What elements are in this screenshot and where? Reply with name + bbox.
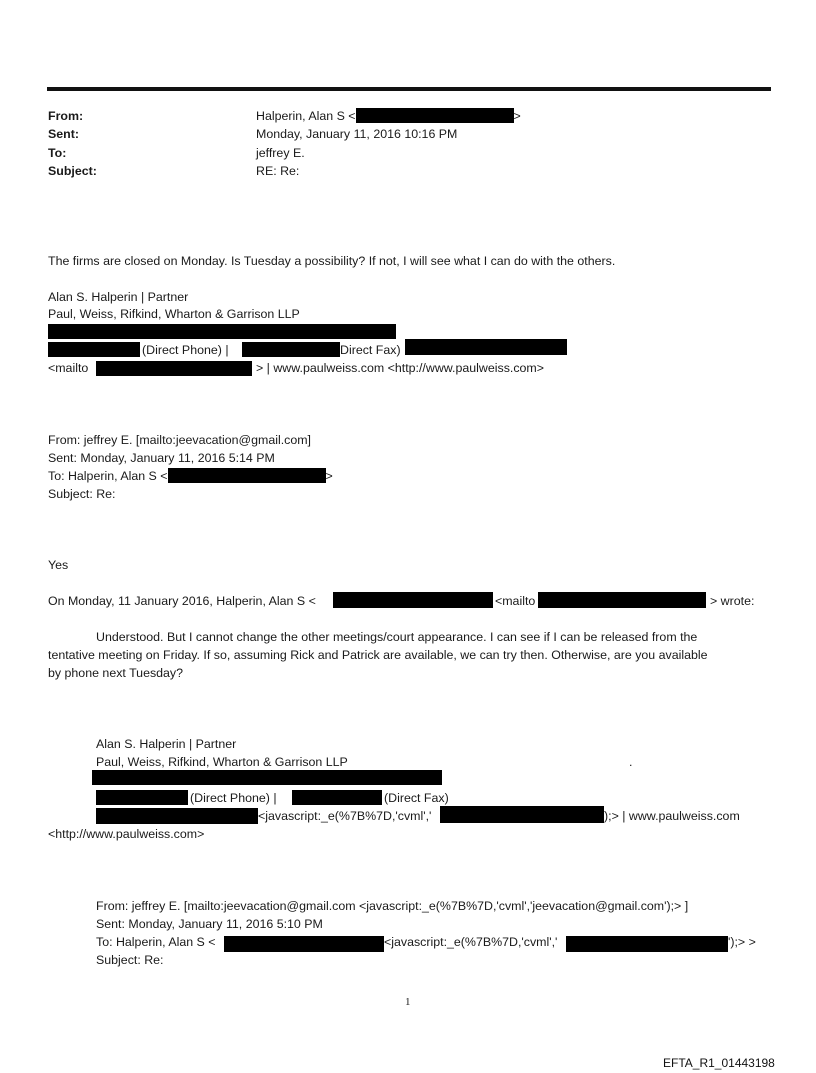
quoted2-sent: Sent: Monday, January 11, 2016 5:10 PM	[96, 917, 323, 931]
quoted-to	[48, 468, 333, 484]
redaction-box	[96, 790, 188, 805]
from-name: Halperin, Alan S <	[256, 109, 356, 123]
reply-mailto: <mailto	[495, 594, 536, 608]
quoted-to-tail: >	[325, 469, 333, 483]
signature2-http: <http://www.paulweiss.com>	[48, 827, 205, 841]
redaction-box	[333, 592, 493, 608]
reply-para-line2: tentative meeting on Friday. If so, assuming Rick and Patrick are available, we can try then. Otherwise, are you available	[48, 648, 708, 662]
signature-firm: Paul, Weiss, Rifkind, Wharton & Garrison LLP	[48, 307, 300, 321]
from-value	[256, 108, 521, 124]
subject-label: Subject:	[48, 164, 97, 178]
sent-label: Sent:	[48, 127, 79, 141]
redaction-box	[96, 361, 252, 376]
signature2-direct-phone: (Direct Phone) |	[190, 791, 277, 805]
subject-value: RE: Re:	[256, 164, 300, 178]
header-rule	[47, 87, 771, 91]
from-label: From:	[48, 109, 84, 123]
redaction-box	[48, 324, 396, 339]
redaction-box	[48, 342, 140, 357]
signature-direct-phone: (Direct Phone) |	[142, 343, 229, 357]
message-body: The firms are closed on Monday. Is Tuesday a possibility? If not, I will see what I can do with the others.	[48, 254, 616, 268]
quoted2-to-js: <javascript:_e(%7B%7D,'cvml','	[384, 935, 558, 949]
quoted2-subject: Subject: Re:	[96, 953, 164, 967]
redaction-box	[440, 806, 604, 823]
redaction-box	[356, 108, 514, 123]
redaction-box	[292, 790, 382, 805]
signature2-dot: .	[629, 755, 633, 769]
page-number: 1	[405, 996, 411, 1008]
signature-name: Alan S. Halperin | Partner	[48, 290, 189, 304]
redaction-box	[538, 592, 706, 608]
quoted-subject: Subject: Re:	[48, 487, 116, 501]
quoted-from: From: jeffrey E. [mailto:jeevacation@gmail.com]	[48, 433, 312, 447]
redaction-box	[168, 468, 326, 483]
reply-para-line3: by phone next Tuesday?	[48, 666, 184, 680]
reply-para-line1: Understood. But I cannot change the other meetings/court appearance. I can see if I can be released from the	[96, 630, 698, 644]
signature-direct-fax: Direct Fax)	[340, 343, 401, 357]
sent-value: Monday, January 11, 2016 10:16 PM	[256, 127, 458, 141]
document-id: EFTA_R1_01443198	[663, 1056, 775, 1070]
reply-attribution: On Monday, 11 January 2016, Halperin, Alan S <	[48, 594, 316, 608]
signature2-firm: Paul, Weiss, Rifkind, Wharton & Garrison LLP	[96, 755, 348, 769]
signature-links: > | www.paulweiss.com <http://www.paulweiss.com>	[256, 361, 544, 375]
reply-yes: Yes	[48, 558, 69, 572]
signature2-links: );> | www.paulweiss.com	[604, 809, 740, 823]
quoted2-to: To: Halperin, Alan S <	[96, 935, 216, 949]
to-label: To:	[48, 146, 67, 160]
reply-wrote: > wrote:	[710, 594, 755, 608]
from-tail: >	[513, 109, 521, 123]
redaction-box	[405, 339, 567, 355]
signature2-name: Alan S. Halperin | Partner	[96, 737, 237, 751]
quoted-sent: Sent: Monday, January 11, 2016 5:14 PM	[48, 451, 275, 465]
redaction-box	[224, 936, 384, 952]
redaction-box	[92, 770, 442, 785]
redaction-box	[96, 808, 258, 824]
quoted-to-name: To: Halperin, Alan S <	[48, 469, 168, 483]
signature2-js: <javascript:_e(%7B%7D,'cvml','	[258, 809, 432, 823]
quoted2-from: From: jeffrey E. [mailto:jeevacation@gmail.com <javascript:_e(%7B%7D,'cvml','jeevacation@gmail.com');> ]	[96, 899, 689, 913]
redaction-box	[566, 936, 728, 952]
quoted2-to-tail: ');> >	[728, 935, 756, 949]
to-value: jeffrey E.	[256, 146, 305, 160]
redaction-box	[242, 342, 340, 357]
signature-mailto: <mailto	[48, 361, 89, 375]
signature2-direct-fax: (Direct Fax)	[384, 791, 449, 805]
